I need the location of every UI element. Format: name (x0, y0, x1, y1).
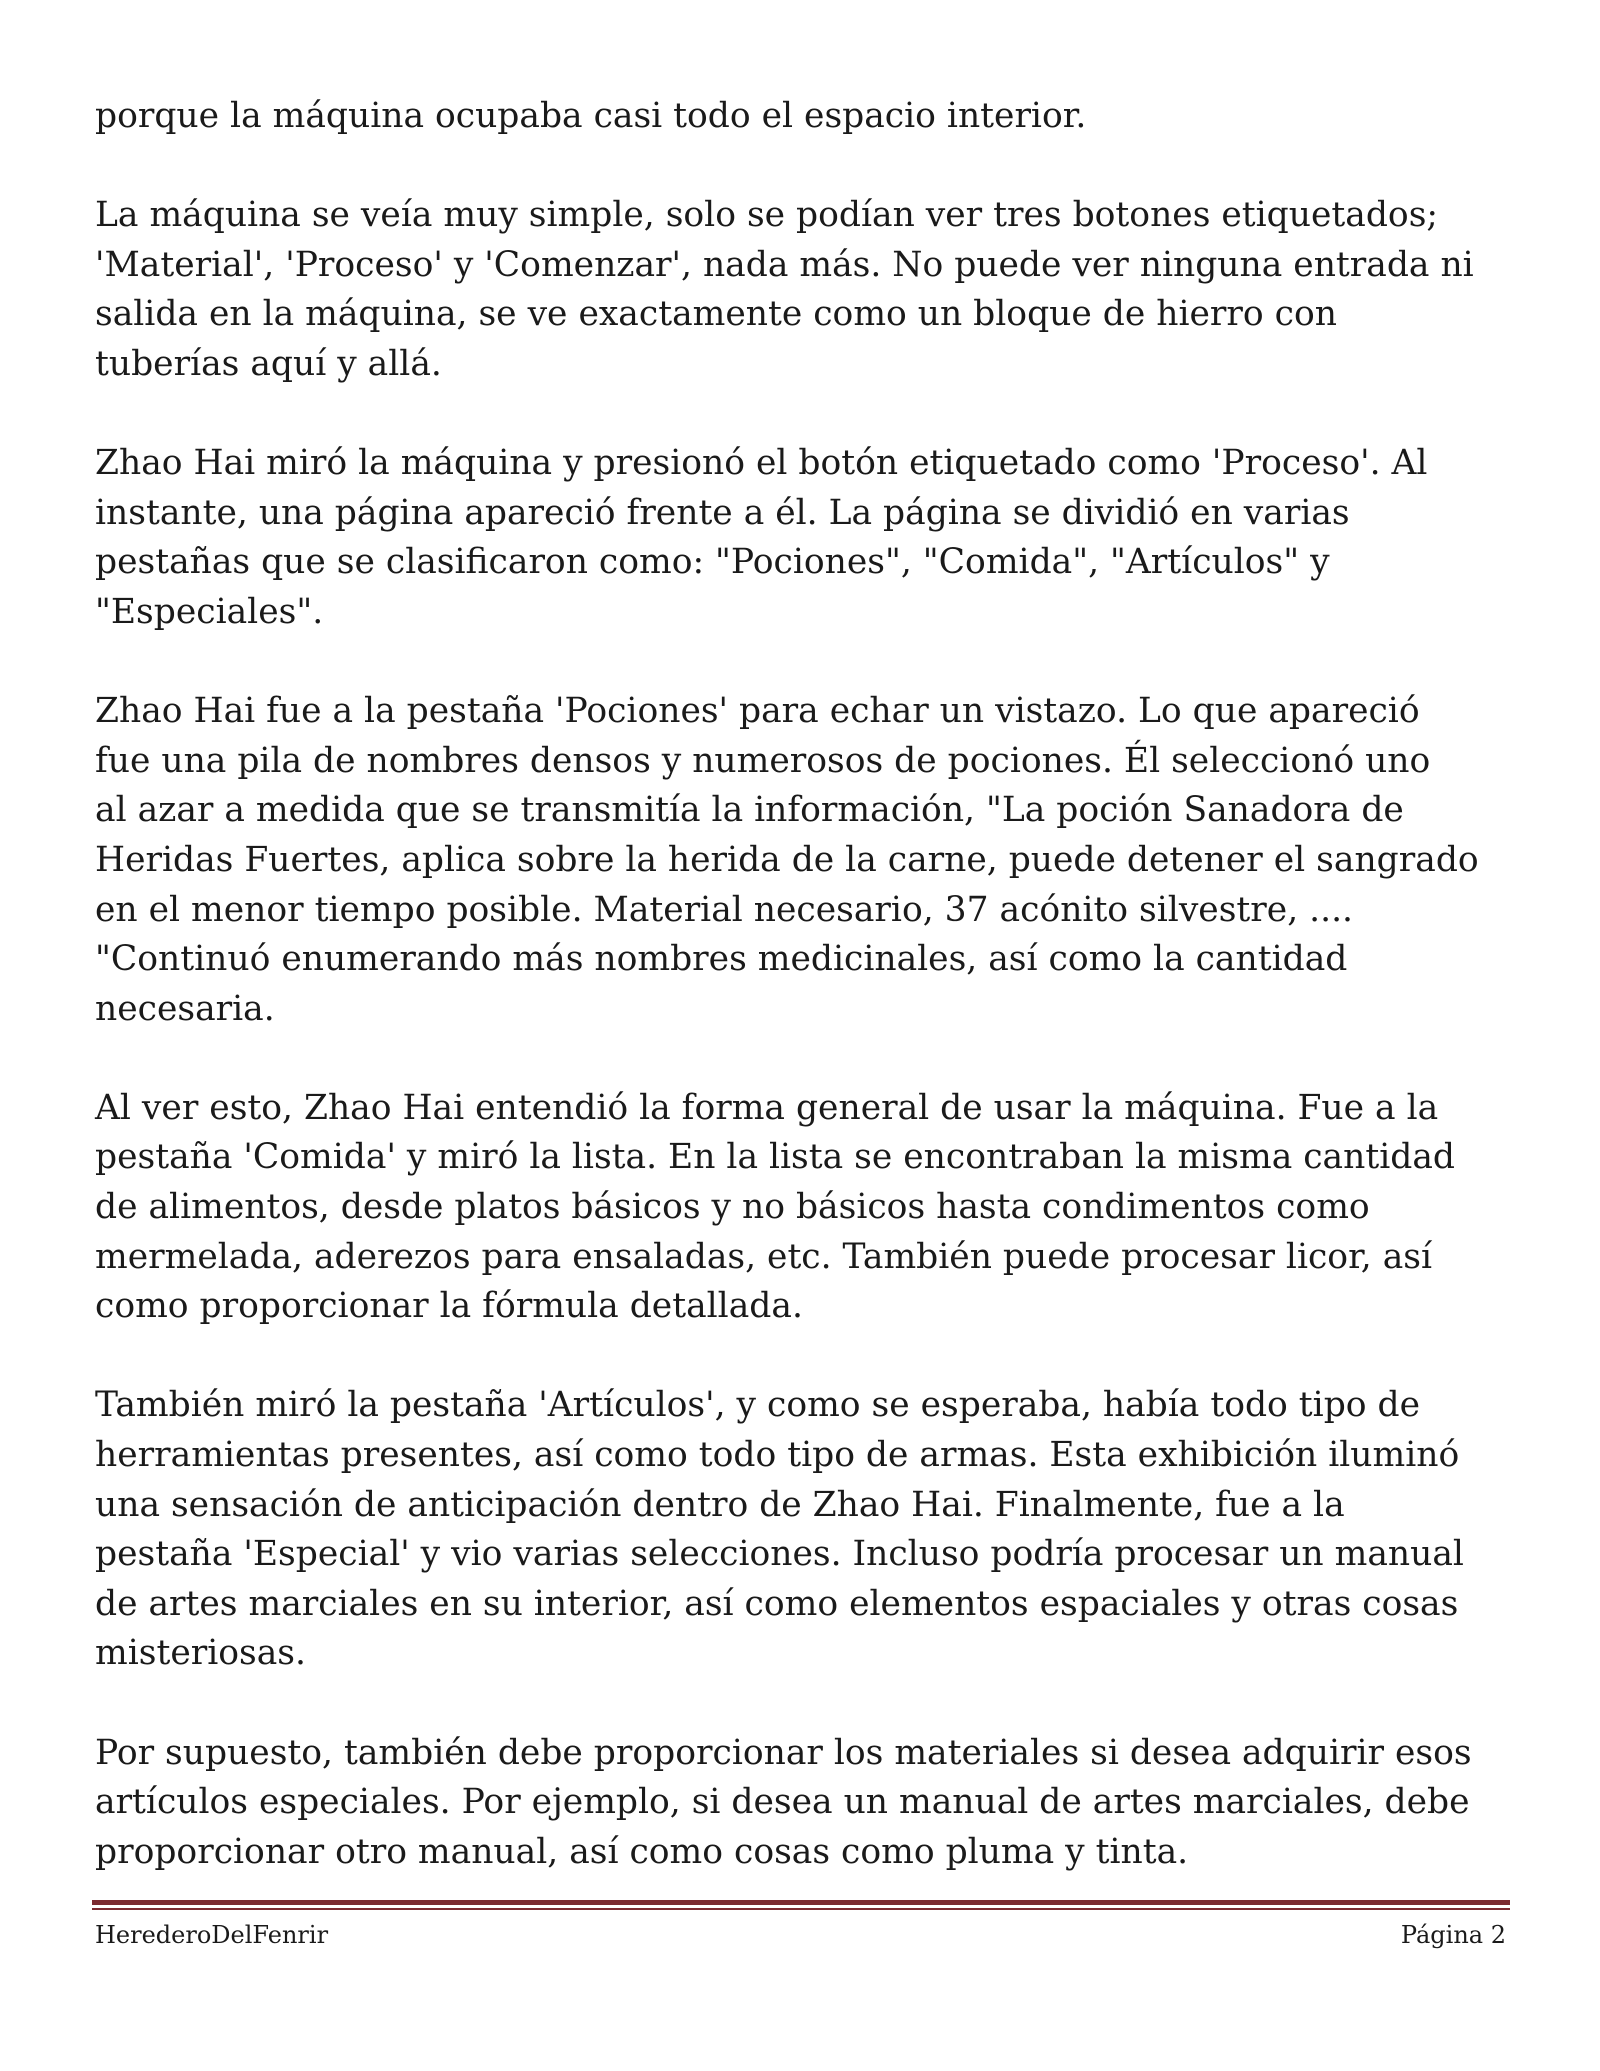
text-line: necesaria. (95, 988, 275, 1029)
text-line: Zhao Hai fue a la pestaña 'Pociones' para echar un vistazo. Lo que apareció (95, 691, 1420, 732)
paragraph (95, 92, 1515, 142)
text-line: misteriosas. (95, 1633, 306, 1674)
text-line: mermelada, aderezos para ensaladas, etc. También puede procesar licor, así (95, 1236, 1433, 1277)
text-line: al azar a medida que se transmitía la información, "La poción Sanadora de (95, 790, 1404, 831)
text-line: 'Material', 'Proceso' y 'Comenzar', nada más. No puede ver ninguna entrada ni (95, 244, 1474, 285)
text-line: La máquina se veía muy simple, solo se podían ver tres botones etiquetados; (95, 195, 1439, 236)
footer-rule-thick (92, 1900, 1510, 1905)
text-line: artículos especiales. Por ejemplo, si desea un manual de artes marciales, debe (95, 1782, 1470, 1823)
text-line: fue una pila de nombres densos y numerosos de pociones. Él seleccionó uno (95, 740, 1431, 781)
text-line: pestaña 'Comida' y miró la lista. En la lista se encontraban la misma cantidad (95, 1137, 1455, 1178)
paragraph (95, 1381, 1515, 1679)
text-line: pestañas que se clasificaron como: "Pociones", "Comida", "Artículos" y (95, 542, 1330, 583)
text-line: Heridas Fuertes, aplica sobre la herida de la carne, puede detener el sangrado (95, 839, 1479, 880)
text-line: una sensación de anticipación dentro de Zhao Hai. Finalmente, fue a la (95, 1484, 1345, 1525)
text-line: en el menor tiempo posible. Material necesario, 37 acónito silvestre, .... (95, 889, 1354, 930)
text-line: Por supuesto, también debe proporcionar los materiales si desea adquirir esos (95, 1732, 1472, 1773)
document-body (95, 92, 1515, 1877)
text-line: "Especiales". (95, 591, 324, 632)
text-line: de alimentos, desde platos básicos y no básicos hasta condimentos como (95, 1187, 1370, 1228)
paragraph (95, 439, 1515, 637)
text-line: tuberías aquí y allá. (95, 343, 442, 384)
text-line: instante, una página apareció frente a él. La página se dividió en varias (95, 492, 1350, 533)
text-line: Al ver esto, Zhao Hai entendió la forma general de usar la máquina. Fue a la (95, 1087, 1439, 1128)
text-line: salida en la máquina, se ve exactamente como un bloque de hierro con (95, 294, 1337, 335)
footer-rule-thin (92, 1908, 1510, 1910)
paragraph (95, 191, 1515, 389)
text-line: "Continuó enumerando más nombres medicinales, así como la cantidad (95, 939, 1348, 980)
text-line: herramientas presentes, así como todo tipo de armas. Esta exhibición iluminó (95, 1435, 1460, 1476)
footer-page-number: Página 2 (1400, 1921, 1506, 1949)
paragraph (95, 687, 1515, 1034)
text-line: como proporcionar la fórmula detallada. (95, 1286, 803, 1327)
paragraph (95, 1084, 1515, 1332)
text-line: de artes marciales en su interior, así como elementos espaciales y otras cosas (95, 1583, 1459, 1624)
paragraph (95, 1729, 1515, 1878)
text-line: porque la máquina ocupaba casi todo el espacio interior. (95, 96, 1087, 136)
text-line: También miró la pestaña 'Artículos', y como se esperaba, había todo tipo de (95, 1385, 1421, 1426)
footer-author: HerederoDelFenrir (95, 1921, 329, 1949)
text-line: proporcionar otro manual, así como cosas como pluma y tinta. (95, 1831, 1189, 1872)
text-line: Zhao Hai miró la máquina y presionó el botón etiquetado como 'Proceso'. Al (95, 443, 1428, 484)
text-line: pestaña 'Especial' y vio varias selecciones. Incluso podría procesar un manual (95, 1534, 1464, 1575)
